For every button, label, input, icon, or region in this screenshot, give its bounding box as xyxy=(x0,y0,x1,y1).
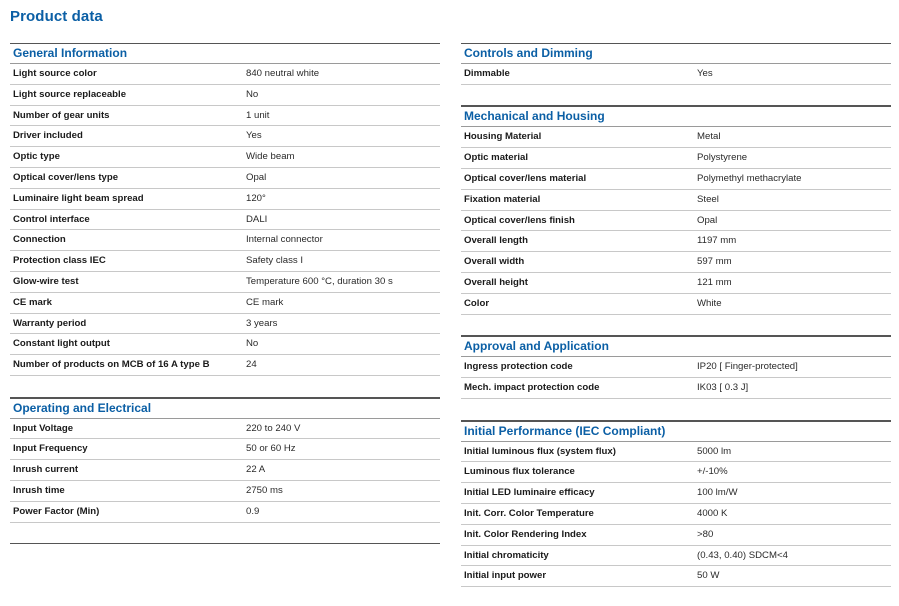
spec-label: Fixation material xyxy=(464,193,541,205)
spec-value: >80 xyxy=(697,528,714,540)
spec-label: Light source replaceable xyxy=(13,88,127,100)
spec-row xyxy=(461,64,891,85)
column-end-divider xyxy=(10,523,440,545)
right-column xyxy=(461,43,891,587)
spec-label: Inrush current xyxy=(13,464,79,476)
spec-row xyxy=(10,293,440,314)
spec-value: Steel xyxy=(697,193,719,205)
spec-label: Luminous flux tolerance xyxy=(464,466,575,478)
spec-label: Constant light output xyxy=(13,338,110,350)
spec-value: 840 neutral white xyxy=(246,68,320,79)
spec-label: Ingress protection code xyxy=(464,361,573,373)
spec-row xyxy=(10,419,440,440)
spec-row xyxy=(10,189,440,210)
spec-label: Power Factor (Min) xyxy=(13,505,100,517)
section-spacer xyxy=(10,376,440,398)
spec-row xyxy=(10,230,440,251)
spec-row xyxy=(461,566,891,587)
spec-row xyxy=(10,439,440,460)
spec-row xyxy=(10,210,440,231)
spec-row xyxy=(10,64,440,85)
section-title: Mechanical and Housing xyxy=(461,106,891,127)
spec-value: 50 or 60 Hz xyxy=(246,443,296,455)
spec-value: Temperature 600 °C, duration 30 s xyxy=(246,275,393,287)
spec-row xyxy=(461,231,891,252)
section-spacer xyxy=(461,85,891,107)
spec-value: Wide beam xyxy=(246,151,295,163)
spec-label: Number of gear units xyxy=(13,109,110,121)
section-approval-and-application xyxy=(461,336,891,420)
spec-value: +/-10% xyxy=(697,466,728,478)
section-spacer xyxy=(461,315,891,337)
spec-row xyxy=(461,252,891,273)
spec-value: CE mark xyxy=(246,296,284,308)
spec-label: Optical cover/lens material xyxy=(464,173,587,185)
spec-row xyxy=(10,126,440,147)
spec-row xyxy=(10,106,440,127)
spec-value: Polymethyl methacrylate xyxy=(697,173,802,185)
spec-value: 24 xyxy=(246,359,257,371)
spec-row xyxy=(461,504,891,525)
spec-row xyxy=(10,251,440,272)
spec-label: Overall length xyxy=(464,235,528,247)
spec-value: Opal xyxy=(697,214,718,226)
spec-row xyxy=(461,357,891,378)
spec-value: Polystyrene xyxy=(697,152,748,164)
left-column xyxy=(10,43,440,544)
spec-value: 100 lm/W xyxy=(697,487,738,499)
spec-value: (0.43, 0.40) SDCM<4 xyxy=(697,549,788,561)
spec-label: Glow-wire test xyxy=(13,275,79,287)
spec-label: Connection xyxy=(13,234,66,246)
spec-value: 220 to 240 V xyxy=(246,422,301,434)
section-general-information xyxy=(10,43,440,398)
spec-row xyxy=(10,168,440,189)
spec-label: Initial luminous flux (system flux) xyxy=(464,445,616,457)
spec-value: 4000 K xyxy=(697,508,728,520)
spec-row xyxy=(10,334,440,355)
spec-value: DALI xyxy=(246,213,268,225)
spec-value: 0.9 xyxy=(246,505,260,517)
spec-value: 50 W xyxy=(697,570,720,582)
spec-value: No xyxy=(246,88,259,100)
spec-row xyxy=(10,460,440,481)
spec-label: Housing Material xyxy=(464,131,542,143)
spec-row xyxy=(10,147,440,168)
section-operating-and-electrical xyxy=(10,398,440,523)
section-mechanical-and-housing xyxy=(461,106,891,336)
spec-value: 22 A xyxy=(246,464,266,476)
spec-value: 5000 lm xyxy=(697,445,732,457)
spec-row xyxy=(461,190,891,211)
spec-value: Opal xyxy=(246,171,267,183)
section-title: Controls and Dimming xyxy=(461,43,891,64)
spec-row xyxy=(461,546,891,567)
spec-label: Initial chromaticity xyxy=(464,549,549,561)
spec-label: Initial LED luminaire efficacy xyxy=(464,487,595,499)
spec-value: 2750 ms xyxy=(246,485,283,497)
spec-row xyxy=(461,442,891,463)
section-title: General Information xyxy=(10,43,440,64)
spec-value: 1 unit xyxy=(246,109,270,121)
spec-row xyxy=(10,272,440,293)
spec-row xyxy=(461,525,891,546)
spec-label: Warranty period xyxy=(13,317,87,329)
spec-value: 121 mm xyxy=(697,277,732,289)
spec-row xyxy=(461,294,891,315)
spec-row xyxy=(461,462,891,483)
spec-value: Yes xyxy=(697,68,713,79)
spec-row xyxy=(461,378,891,399)
section-title: Approval and Application xyxy=(461,336,891,357)
spec-row xyxy=(10,85,440,106)
spec-label: Protection class IEC xyxy=(13,255,106,267)
spec-label: Input Voltage xyxy=(13,422,74,434)
spec-value: 3 years xyxy=(246,317,278,329)
page-title: Product data xyxy=(10,8,103,25)
section-title: Initial Performance (IEC Compliant) xyxy=(461,421,891,442)
spec-value: Safety class I xyxy=(246,255,304,267)
spec-row xyxy=(461,273,891,294)
spec-label: Optical cover/lens type xyxy=(13,171,119,183)
spec-label: Driver included xyxy=(13,130,83,142)
spec-label: Overall width xyxy=(464,256,525,268)
spec-label: Overall height xyxy=(464,277,528,289)
spec-row xyxy=(10,355,440,376)
spec-row xyxy=(461,148,891,169)
section-spacer xyxy=(461,399,891,421)
section-controls-and-dimming xyxy=(461,43,891,106)
spec-value: 597 mm xyxy=(697,256,732,268)
spec-label: Initial input power xyxy=(464,570,547,582)
spec-value: No xyxy=(246,338,259,350)
spec-label: CE mark xyxy=(13,296,52,308)
spec-row xyxy=(461,211,891,232)
spec-label: Light source color xyxy=(13,68,97,79)
spec-value: IK03 [ 0.3 J] xyxy=(697,382,749,394)
spec-value: Metal xyxy=(697,131,721,143)
spec-label: Luminaire light beam spread xyxy=(13,192,144,204)
section-initial-performance-iec-compliant xyxy=(461,421,891,588)
spec-value: 120° xyxy=(246,192,266,204)
spec-label: Init. Color Rendering Index xyxy=(464,528,587,540)
spec-label: Input Frequency xyxy=(13,443,88,455)
spec-label: Init. Corr. Color Temperature xyxy=(464,508,594,520)
spec-value: IP20 [ Finger-protected] xyxy=(697,361,798,373)
spec-label: Number of products on MCB of 16 A type B xyxy=(13,359,210,371)
spec-label: Mech. impact protection code xyxy=(464,382,600,394)
spec-label: Dimmable xyxy=(464,68,510,79)
spec-label: Optical cover/lens finish xyxy=(464,214,575,226)
spec-row xyxy=(461,483,891,504)
spec-value: 1197 mm xyxy=(697,235,737,247)
spec-label: Optic type xyxy=(13,151,60,163)
section-title: Operating and Electrical xyxy=(10,398,440,419)
spec-value: White xyxy=(697,297,722,309)
spec-label: Optic material xyxy=(464,152,528,164)
spec-row xyxy=(10,502,440,523)
spec-label: Color xyxy=(464,297,490,309)
spec-row xyxy=(10,314,440,335)
spec-row xyxy=(10,481,440,502)
spec-value: Internal connector xyxy=(246,234,323,246)
spec-row xyxy=(461,127,891,148)
spec-label: Inrush time xyxy=(13,485,65,497)
spec-value: Yes xyxy=(246,130,262,142)
spec-label: Control interface xyxy=(13,213,90,225)
spec-row xyxy=(461,169,891,190)
